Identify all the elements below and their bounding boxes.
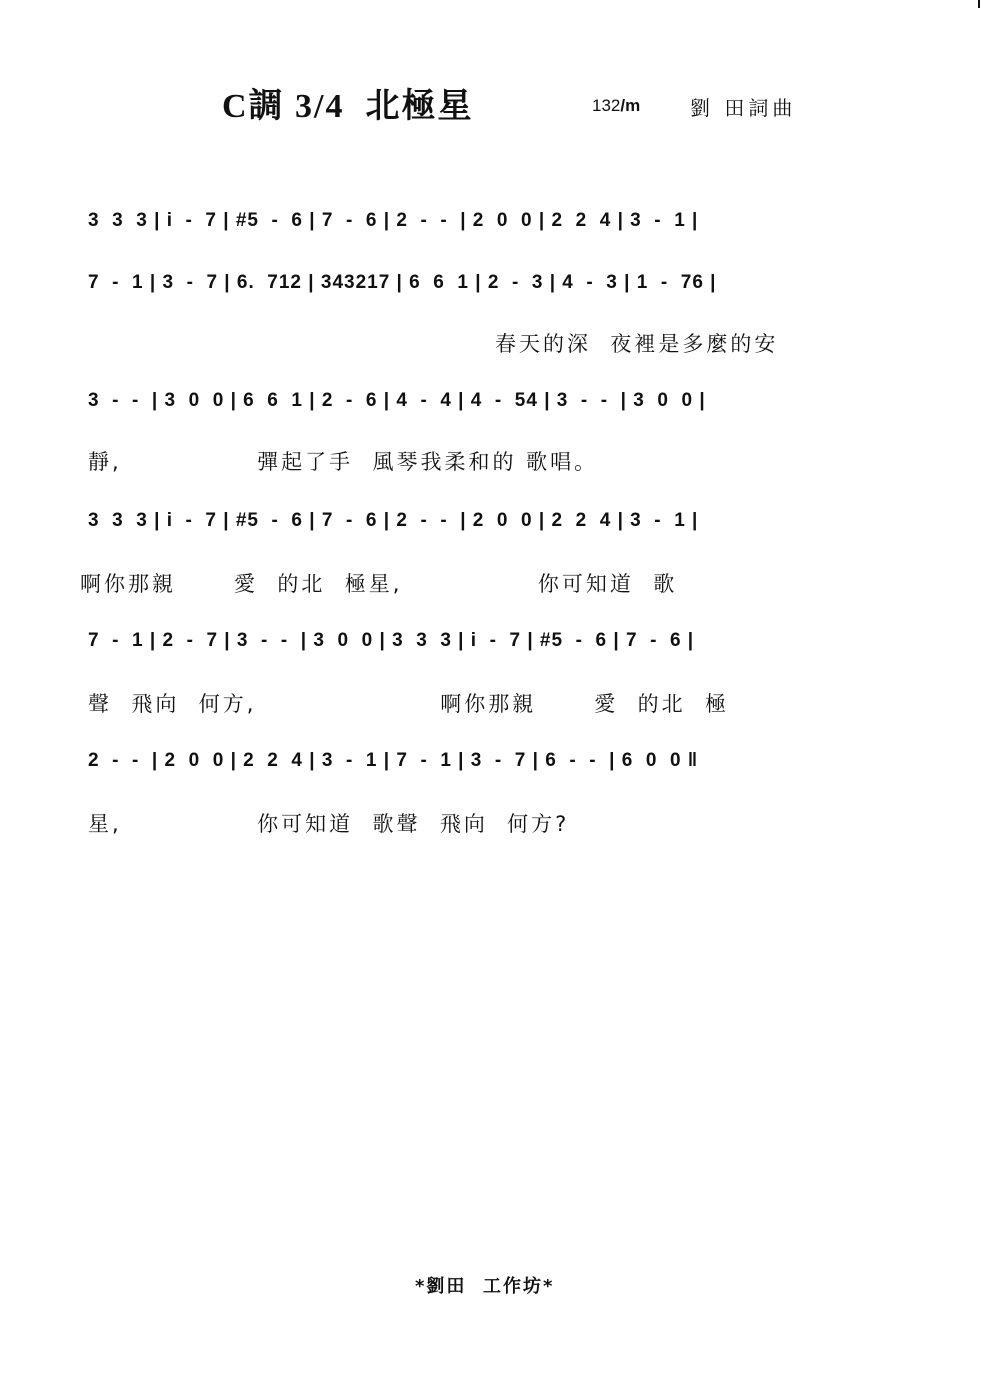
notation-line-1: 3 3 3 | i - 7 | #5 - 6 | 7 - 6 | 2 - - | 2 0 0 | 2 2 4 | 3 - 1 |: [88, 210, 699, 231]
lyric-line-2: 靜, 彈起了手 風琴我柔和的 歌唱。: [88, 450, 599, 474]
corner-mark: [978, 0, 980, 8]
song-title: C調 3/4 北極星: [222, 88, 474, 125]
footer-workshop: *劉田 工作坊*: [415, 1276, 555, 1297]
lyric-line-4: 聲 飛向 何方, 啊你那親 愛 的北 極: [88, 692, 729, 716]
lyric-line-1: 春天的深 夜裡是多麼的安: [495, 332, 779, 356]
lyric-line-3: 啊你那親 愛 的北 極星, 你可知道 歌: [80, 572, 678, 596]
lyric-line-5: 星, 你可知道 歌聲 飛向 何方?: [88, 812, 570, 836]
notation-line-3: 3 - - | 3 0 0 | 6 6 1 | 2 - 6 | 4 - 4 | 4 - 54 | 3 - - | 3 0 0 |: [88, 390, 706, 411]
tempo-value: 132: [592, 96, 621, 115]
tempo-marking: [592, 96, 640, 116]
notation-line-5: 7 - 1 | 2 - 7 | 3 - - | 3 0 0 | 3 3 3 | i - 7 | #5 - 6 | 7 - 6 |: [88, 630, 695, 651]
notation-line-2: 7 - 1 | 3 - 7 | 6. 712 | 343217 | 6 6 1 | 2 - 3 | 4 - 3 | 1 - 76 |: [88, 272, 717, 293]
notation-line-4: 3 3 3 | i - 7 | #5 - 6 | 7 - 6 | 2 - - | 2 0 0 | 2 2 4 | 3 - 1 |: [88, 510, 699, 531]
tempo-unit: /m: [620, 96, 641, 115]
notation-line-6: 2 - - | 2 0 0 | 2 2 4 | 3 - 1 | 7 - 1 | 3 - 7 | 6 - - | 6 0 0 ‖: [88, 750, 699, 771]
composer-credit: 劉 田詞曲: [690, 96, 797, 120]
